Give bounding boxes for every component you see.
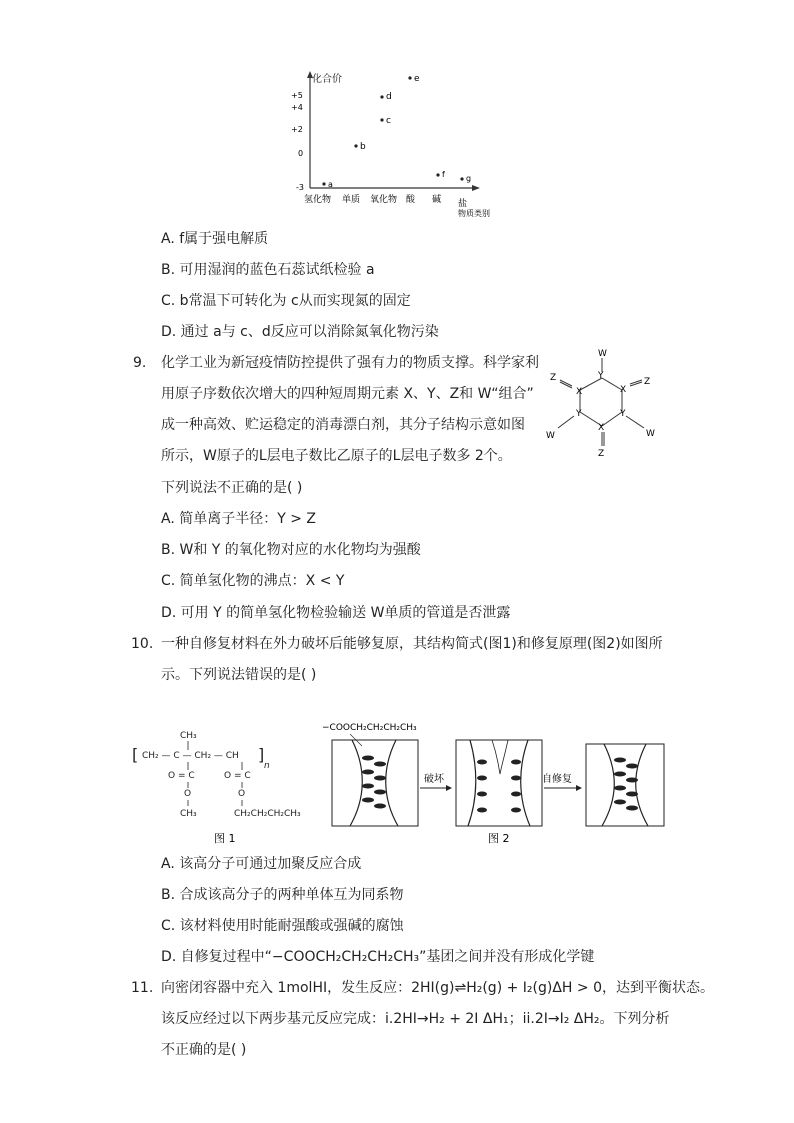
valence-category-chart — [282, 66, 502, 220]
atom-label: Y — [598, 371, 604, 381]
x-axis-label: 物质类别 — [458, 209, 490, 218]
x-category: 酸 — [406, 195, 416, 205]
point-label-e: e — [414, 74, 420, 84]
main-chain: CH₂ — C — CH₂ — CH — [142, 751, 239, 761]
atom-label: X — [620, 385, 627, 395]
subscript-n: n — [264, 761, 270, 771]
point-label-g: g — [466, 174, 472, 183]
atom-label: X — [576, 387, 583, 397]
data-point-g — [460, 177, 463, 180]
atom-label: Y — [576, 409, 582, 419]
data-point-f — [436, 173, 439, 176]
q11-stem-line: 该反应经过以下两步基元反应完成：i.2HI→H₂ + 2I ΔH₁；ii.2I→I₂ ΔH₂。下列分析 — [161, 1011, 670, 1027]
arrow-damage-label: 破坏 — [424, 774, 444, 785]
q8-option-d[interactable]: D. 通过 a与 c、d反应可以消除氮氧化物污染 — [161, 324, 439, 340]
molecular-structure-figure — [540, 346, 664, 458]
x-category: 单质 — [342, 195, 361, 205]
x-category: 盐 — [458, 199, 468, 209]
ester-group-label: −COOCH₂CH₂CH₂CH₃ — [322, 723, 417, 733]
atom-label: Z — [550, 373, 557, 383]
data-point-a — [322, 182, 325, 185]
q9-stem-line: 化学工业为新冠疫情防控提供了强有力的物质支撑。科学家利 — [161, 355, 539, 371]
q8-option-b[interactable]: B. 可用湿润的蓝色石蕊试纸检验 a — [161, 262, 375, 278]
atom-label: X — [598, 423, 605, 433]
y-tick-label: -3 — [296, 183, 304, 192]
x-category: 碱 — [432, 195, 442, 205]
atom-label: W — [546, 431, 555, 441]
x-category: 氧化物 — [370, 195, 398, 205]
figure-1-label: 图 1 — [214, 832, 236, 845]
q11-stem-line: 不正确的是( ) — [161, 1042, 247, 1058]
atom-label: Z — [644, 377, 651, 387]
carbonyl-1: O = C — [168, 771, 195, 781]
q9-option-b[interactable]: B. W和 Y 的氧化物对应的水化物均为强酸 — [161, 542, 421, 558]
point-label-a: a — [328, 180, 333, 189]
panel-damaged — [456, 740, 542, 826]
x-category-hydride: 氢化物 — [304, 195, 332, 205]
point-label-f: f — [442, 170, 445, 179]
x-axis-arrow — [472, 185, 480, 191]
q9-stem-line: 下列说法不正确的是( ) — [161, 480, 303, 496]
q8-option-c[interactable]: C. b常温下可转化为 c从而实现氮的固定 — [161, 293, 411, 309]
oxygen-1: O — [184, 789, 192, 799]
y-tick-label: +4 — [291, 103, 303, 112]
figure-2-label: 图 2 — [488, 832, 510, 845]
atom-label: W — [598, 349, 607, 359]
q9-stem-line: 成一种高效、贮运稳定的消毒漂白剂，其分子结构示意如图 — [161, 417, 525, 433]
q11-stem-line: 向密闭容器中充入 1molHI，发生反应：2HI(g)⇌H₂(g) + I₂(g)ΔH > 0，达到平衡状态。 — [161, 980, 714, 996]
oxygen-2: O — [238, 789, 246, 799]
data-point-d — [380, 95, 383, 98]
q10-option-b[interactable]: B. 合成该高分子的两种单体互为同系物 — [161, 887, 404, 903]
y-tick-label: +2 — [291, 125, 303, 134]
self-repair-figure — [320, 718, 666, 848]
q10-option-c[interactable]: C. 该材料使用时能耐强酸或强碱的腐蚀 — [161, 918, 404, 934]
polymer-structure-figure — [130, 724, 330, 848]
butyl-group: CH₂CH₂CH₂CH₃ — [234, 809, 301, 819]
atom-label: Y — [620, 409, 626, 419]
y-tick-label: 0 — [298, 149, 304, 158]
q9-option-a[interactable]: A. 简单离子半径：Y > Z — [161, 511, 317, 527]
q10-stem-line: 示。下列说法错误的是( ) — [161, 667, 317, 683]
point-label-b: b — [360, 142, 366, 152]
arrow-repair-label: 自修复 — [542, 774, 572, 785]
q9-stem-line: 用原子序数依次增大的四种短周期元素 X、Y、Z和 W“组合” — [161, 386, 534, 402]
bracket-left: [ — [132, 745, 139, 764]
point-label-d: d — [386, 92, 392, 102]
ch3-top: CH₃ — [180, 731, 197, 741]
data-point-e — [408, 76, 411, 79]
q10-option-a[interactable]: A. 该高分子可通过加聚反应合成 — [161, 856, 362, 872]
panel-intact — [332, 740, 418, 826]
q9-option-c[interactable]: C. 简单氢化物的沸点：X < Y — [161, 573, 345, 589]
y-tick-label: +5 — [291, 91, 303, 100]
q10-number: 10. — [131, 636, 154, 652]
data-point-b — [354, 144, 357, 147]
carbonyl-2: O = C — [224, 771, 251, 781]
q10-stem-line: 一种自修复材料在外力破坏后能够复原，其结构简式(图1)和修复原理(图2)如图所 — [161, 636, 663, 652]
bracket-right: ] — [258, 745, 265, 764]
q11-number: 11. — [131, 980, 154, 996]
y-axis-label: 化合价 — [312, 74, 342, 85]
panel-repaired — [586, 744, 664, 826]
q10-option-d[interactable]: D. 自修复过程中“−COOCH₂CH₂CH₂CH₃”基团之间并没有形成化学键 — [161, 949, 595, 965]
atom-label: W — [646, 429, 655, 439]
data-point-c — [380, 118, 383, 121]
q9-number: 9. — [133, 355, 147, 371]
point-label-c: c — [386, 116, 391, 126]
methyl-bottom: CH₃ — [180, 809, 197, 819]
atom-label: Z — [598, 449, 605, 458]
q8-option-a[interactable]: A. f属于强电解质 — [161, 231, 269, 247]
q9-stem-line: 所示，W原子的L层电子数比乙原子的L层电子数多 2个。 — [161, 448, 512, 464]
q9-option-d[interactable]: D. 可用 Y 的简单氢化物检验输送 W单质的管道是否泄露 — [161, 605, 511, 621]
